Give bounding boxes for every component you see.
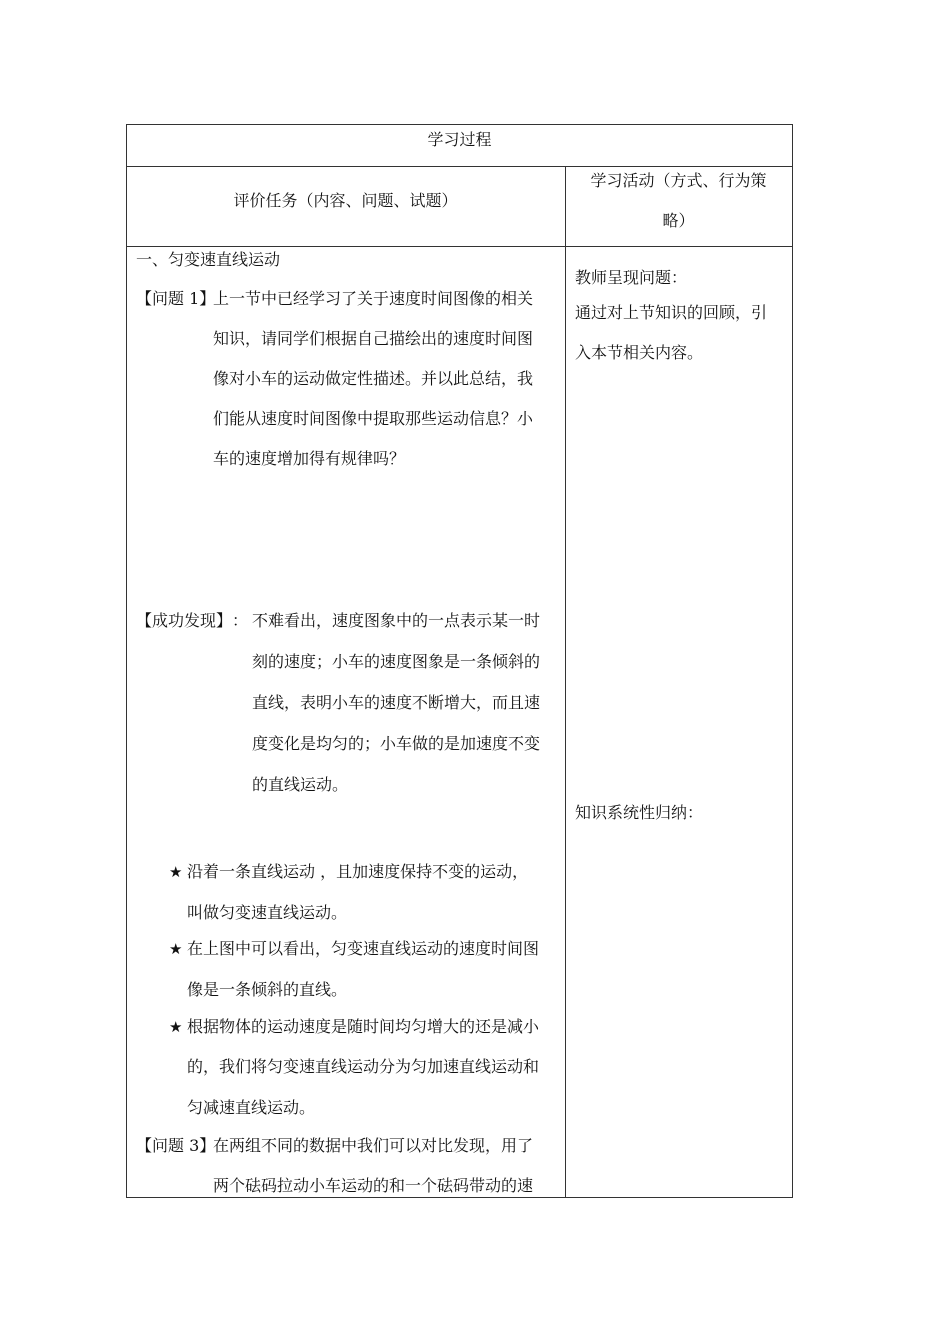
star-item-line: 在上图中可以看出，匀变速直线运动的速度时间图 [187, 939, 540, 958]
question-1-line: 上一节中已经学习了关于速度时间图像的相关 [213, 289, 534, 308]
teacher-line: 入本节相关内容。 [575, 343, 704, 362]
star-item-line: 沿着一条直线运动 ，且加速度保持不变的运动， [187, 862, 529, 881]
question-1-tag: 【问题 1】 [136, 289, 216, 308]
star-bullet-icon: ★ [169, 1018, 183, 1036]
teacher-label: 教师呈现问题： [575, 268, 688, 287]
table-border-left [126, 124, 127, 1198]
table-border-right [792, 124, 793, 1198]
star-bullet-icon: ★ [169, 940, 183, 958]
summary-label: 知识系统性归纳： [575, 803, 704, 822]
finding-tag: 【成功发现】 [136, 611, 233, 630]
finding-line: 刻的速度；小车的速度图象是一条倾斜的 [252, 652, 541, 671]
question-1-line: 知识，请同学们根据自己描绘出的速度时间图 [213, 329, 534, 348]
finding-line: 度变化是均匀的；小车做的是加速度不变 [252, 734, 541, 753]
star-item-line: 像是一条倾斜的直线。 [187, 980, 348, 999]
question-1-line: 像对小车的运动做定性描述。并以此总结，我 [213, 369, 534, 388]
star-item-line: 叫做匀变速直线运动。 [187, 903, 348, 922]
table-column-divider [565, 166, 566, 1198]
right-column-header-line1: 学习活动（方式、行为策 [590, 171, 767, 190]
teacher-line: 通过对上节知识的回顾，引 [575, 303, 768, 322]
question-1-line: 车的速度增加得有规律吗？ [213, 449, 406, 468]
question-3-line: 在两组不同的数据中我们可以对比发现，用了 [213, 1136, 534, 1155]
table-divider-title [126, 166, 793, 167]
right-column-header-line2: 略） [662, 211, 695, 230]
star-bullet-icon: ★ [169, 863, 183, 881]
star-item-line: 的，我们将匀变速直线运动分为匀加速直线运动和 [187, 1057, 540, 1076]
section-heading: 一、匀变速直线运动 [136, 250, 281, 269]
table-divider-header [126, 246, 793, 247]
table-border-bottom [126, 1197, 793, 1198]
question-1-line: 们能从速度时间图像中提取那些运动信息？小 [213, 409, 534, 428]
finding-line: 直线，表明小车的速度不断增大，而且速 [252, 693, 541, 712]
finding-line: 的直线运动。 [252, 775, 349, 794]
left-column-header: 评价任务（内容、问题、试题） [233, 191, 458, 210]
finding-line: 不难看出，速度图象中的一点表示某一时 [252, 611, 541, 630]
star-item-line: 根据物体的运动速度是随时间均匀增大的还是减小 [187, 1017, 540, 1036]
finding-colon: ： [232, 611, 249, 630]
question-3-line: 两个砝码拉动小车运动的和一个砝码带动的速 [213, 1176, 534, 1195]
star-item-line: 匀减速直线运动。 [187, 1098, 316, 1117]
table-border-top [126, 124, 793, 125]
table-title: 学习过程 [427, 130, 492, 149]
question-3-tag: 【问题 3】 [136, 1136, 216, 1155]
